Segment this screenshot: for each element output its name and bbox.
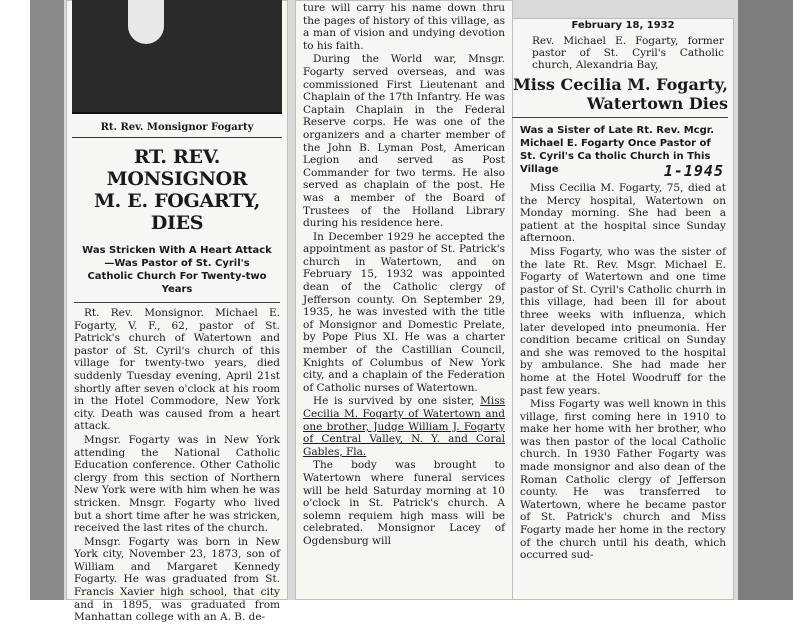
- scan-right-edge: [738, 0, 793, 600]
- sister-subhead: [520, 124, 726, 180]
- paragraph: Rt. Rev. Monsignor. Michael E. Fogarty, V. F., 62, pastor of St. Patrick's church of Watertown and pastor of St. Cyril's church of this village for twenty-two years, died suddenly Tuesday evening, April 21st shortly after seven o'clock at his room in the Hotel Commodore, New York city. Death was caused from a heart attack.: [74, 307, 280, 433]
- survivors-names: Miss Cecilia M. Fogarty of Watertown and one brother, Judge William J. Fogarty of Central Valley, N. Y. and Coral Gables, Fla.: [303, 395, 505, 458]
- paragraph: Miss Fogarty, who was the sister of the late Rt. Rev. Msgr. Michael E. Fogarty of Watertown and one time pastor of St. Cyril's Catholic churrh in this village, had been ill for about three weeks with influenza, which later developed into pneumonia. Her condition became critical on Sunday and she was removed to the hospital by ambulance. She had made her home at the Hotel Woodruff for the past few years.: [520, 245, 726, 397]
- paragraph: The body was brought to Watertown where funeral services will be held Saturday morning at 10 o'clock in St. Patrick's church. A solemn requiem high mass will be celebrated. Monsignor Lacey of Ogdensburg will: [303, 459, 505, 547]
- clipping-continuation: [295, 0, 513, 600]
- portrait-photo: [72, 0, 282, 114]
- headline-line-2: Watertown Dies: [586, 94, 728, 113]
- article-body: [74, 307, 280, 624]
- paragraph: ture will carry his name down thru the pages of history of this village, as a man of vision and undying devotion to his faith.: [303, 2, 505, 52]
- paragraph: During the World war, Mnsgr. Fogarty served overseas, and was commissioned First Lieutenant and Chaplain of the 17th Infantry. He was Captain Chaplain in the Federal Reserve corps. He was one of the organizers and a charter member of the John B. Lyman Post, American Legion and served as Post Commander for two terms. He also served as chaplain of the post. He was a member of the Board of Trustees of the Holland Library during his residence here.: [303, 53, 505, 230]
- paragraph: Miss Fogarty was well known in this village, first coming here in 1910 to make her home with her brother, who was then pastor of the local Catholic church. In 1930 Father Fogarty was made monsignor and also dean of the Roman Catholic clergy of Jefferson county. He was transferred to Watertown, where he became pastor of St. Patrick's church and Miss Fogarty made her home in the rectory of the church until his death, which occurred sud-: [520, 398, 726, 562]
- paragraph: Mngsr. Fogarty was in New York attending the National Catholic Education conference. Other Catholic clergy from this section of Northern New York were with him when he was stricken. Mnsgr. Fogarty who lived but a short time after he was stricken, received the last rites of the church.: [74, 433, 280, 535]
- intro-text: Rev. Michael E. Fogarty, former pastor of St. Cyril's Catholic church, Alexandria Bay,: [532, 35, 724, 71]
- paragraph: In December 1929 he accepted the appointment as pastor of St. Patrick's church in Watertown, and on February 15, 1932 was appointed dean of the Catholic clergy of Jefferson county. On September 29, 1935, he was invested with the title of Monsignor and Domestic Prelate, by Pope Pius XI. He was a charter member of the Castillian Council, Knights of Columbus of New York city, and a chaplain of the Federation of Catholic nurses of Watertown.: [303, 230, 505, 394]
- paragraph: [303, 395, 505, 458]
- subhead-text: Was a Sister of Late Rt. Rev. Mcgr. Michael E. Fogarty Once Pastor of St. Cyril's Ca tholic Church in This Village: [520, 125, 715, 175]
- clipping-date: February 18, 1932: [571, 20, 675, 31]
- article-body: [303, 2, 505, 548]
- article-body: [520, 182, 726, 562]
- obituary-subhead: Was Stricken With A Heart Attack—Was Pastor of St. Cyril's Catholic Church For Twenty-two Years: [74, 240, 280, 303]
- sister-headline: [512, 75, 728, 118]
- obituary-headline: [70, 146, 284, 234]
- paragraph: Mnsgr. Fogarty was born in New York city, November 23, 1873, son of William and Margaret Kennedy Fogarty. He was graduated from St. Francis Xavier high school, that city and in 1895, was graduated from Manhattan college with an A. B. de-: [74, 535, 280, 624]
- headline-line-1: Miss Cecilia M. Fogarty,: [513, 75, 728, 94]
- clerical-collar: [128, 0, 164, 44]
- headline-line-1: RT. REV. MONSIGNOR: [106, 146, 248, 190]
- survivors-intro: He is survived by one sister,: [313, 395, 481, 408]
- headline-line-2: M. E. FOGARTY, DIES: [93, 190, 261, 234]
- paragraph: Miss Cecilia M. Fogarty, 75, died at the Mercy hospital, Watertown on Monday morning. She had been a patient at the hospital since Sunday afternoon.: [520, 182, 726, 245]
- photo-caption: Rt. Rev. Monsignor Fogarty: [72, 114, 282, 138]
- clipping-monsignor-obituary: [66, 0, 288, 624]
- scan-left-edge: [30, 0, 64, 600]
- clipping-sister-obituary: [512, 18, 734, 600]
- handwritten-date: 1-1945: [663, 162, 724, 180]
